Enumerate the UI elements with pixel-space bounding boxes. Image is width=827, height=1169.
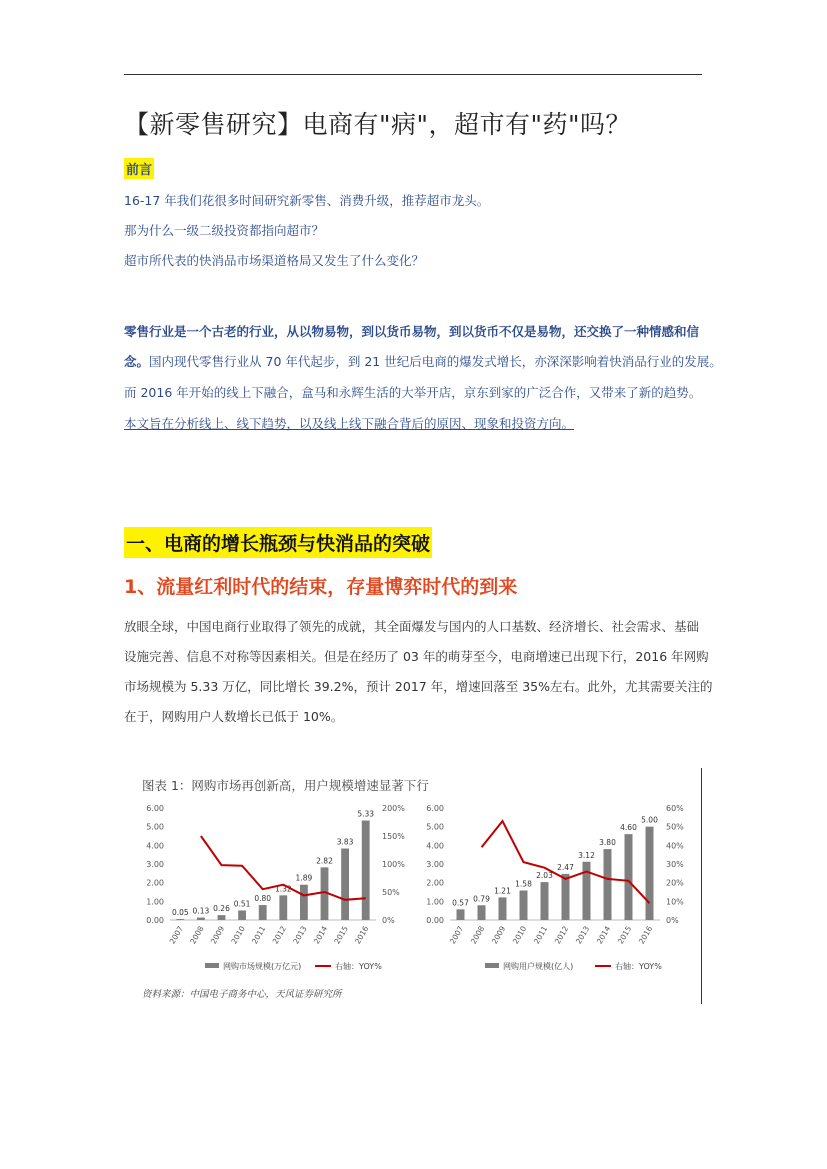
page-title: 【新零售研究】电商有"病"，超市有"药"吗？ — [124, 110, 631, 139]
y2-tick-label: 50% — [666, 822, 684, 832]
preface-line-2: 那为什么一级二级投资都指向超市？ — [124, 223, 325, 238]
bar — [520, 891, 528, 920]
x-tick-label: 2009 — [489, 924, 508, 946]
body-line-4: 在于，网购用户人数增长已低于 10%。 — [124, 709, 344, 724]
x-tick-label: 2009 — [208, 924, 227, 946]
y2-tick-label: 30% — [666, 860, 684, 869]
y-tick-label: 6.00 — [146, 804, 164, 813]
data-label: 3.83 — [336, 837, 354, 847]
preface-label: 前言 — [124, 158, 154, 179]
data-label: 2.03 — [536, 871, 553, 881]
y-tick-label: 2.00 — [146, 878, 164, 888]
body-line-1: 放眼全球，中国电商行业取得了领先的成就，其全面爆发与国内的人口基数、经济增长、社会需求、基础 — [124, 619, 700, 634]
chart-user-size — [414, 796, 700, 984]
x-tick-label: 2010 — [229, 924, 247, 946]
preface-line-3: 超市所代表的快消品市场渠道格局又发生了什么变化？ — [124, 253, 425, 268]
x-tick-label: 2013 — [291, 924, 309, 946]
x-tick-label: 2010 — [510, 924, 529, 946]
x-tick-label: 2007 — [447, 924, 466, 946]
bar — [197, 918, 205, 920]
y-tick-label: 0.00 — [426, 916, 444, 925]
x-tick-label: 2008 — [468, 924, 487, 946]
x-tick-label: 2014 — [311, 924, 330, 946]
bar — [499, 897, 507, 920]
y-tick-label: 4.00 — [146, 841, 164, 851]
y-tick-label: 1.00 — [146, 897, 164, 907]
x-tick-label: 2008 — [188, 924, 206, 946]
data-label: 1.21 — [494, 886, 511, 896]
data-label: 0.57 — [452, 898, 469, 908]
body-line-2: 设施完善、信息不对称等因素相关。但是在经历了 03 年的萌芽至今，电商增速已出现下行，2016 年网购 — [124, 649, 709, 664]
bar — [362, 821, 370, 920]
intro-line-2: 念。国内现代零售行业从 70 年代起步，到 21 世纪后电商的爆发式增长，亦深深影响着快消品行业的发展。 — [124, 354, 722, 369]
y2-tick-label: 50% — [382, 888, 400, 897]
y2-tick-label: 10% — [666, 897, 684, 907]
y-tick-label: 1.00 — [426, 897, 444, 907]
bar — [279, 895, 287, 920]
y2-tick-label: 150% — [382, 832, 405, 841]
bar — [541, 882, 549, 920]
y-tick-label: 5.00 — [426, 822, 444, 832]
bar — [457, 909, 465, 920]
data-label: 1.58 — [515, 879, 532, 889]
figure-1 — [124, 768, 704, 1004]
legend-swatch-bar — [205, 963, 219, 968]
bar — [646, 827, 654, 920]
data-label: 0.51 — [233, 899, 251, 909]
legend-label-line: 右轴：YOY% — [335, 962, 382, 971]
bar — [562, 874, 570, 920]
data-label: 3.12 — [578, 850, 595, 860]
data-label: 0.80 — [254, 894, 272, 904]
data-label: 0.79 — [473, 894, 490, 904]
figure-right-border — [701, 768, 702, 1004]
y2-tick-label: 0% — [666, 916, 679, 925]
y2-tick-label: 200% — [382, 804, 405, 813]
intro-line-1: 零售行业是一个古老的行业，从以物易物，到以货币易物，到以货币不仅是易物，还交换了一种情感和信 — [124, 324, 700, 339]
data-label: 1.32 — [274, 884, 292, 894]
y-tick-label: 6.00 — [426, 804, 444, 813]
x-tick-label: 2014 — [594, 924, 613, 946]
data-label: 0.26 — [213, 904, 230, 914]
bar — [300, 885, 308, 920]
intro-line-3: 而 2016 年开始的线上下融合，盒马和永辉生活的大举开店，京东到家的广泛合作，又带来了新的趋势。 — [124, 385, 702, 400]
y-tick-label: 4.00 — [426, 841, 444, 851]
y-tick-label: 0.00 — [146, 916, 164, 925]
data-label: 0.13 — [192, 906, 210, 916]
y2-tick-label: 100% — [382, 860, 405, 869]
bar — [341, 849, 349, 920]
x-tick-label: 2007 — [167, 924, 186, 946]
bar — [218, 915, 226, 920]
section-subheading: 1、流量红利时代的结束，存量博弈时代的到来 — [124, 576, 518, 598]
bar — [625, 834, 633, 920]
header-rule — [124, 74, 702, 75]
preface-line-1: 16-17 年我们花很多时间研究新零售、消费升级，推荐超市龙头。 — [124, 193, 490, 208]
y2-tick-label: 0% — [382, 916, 395, 925]
x-tick-label: 2012 — [270, 924, 289, 946]
bar — [259, 905, 267, 920]
section-heading: 一、电商的增长瓶颈与快消品的突破 — [124, 527, 432, 558]
y-tick-label: 5.00 — [146, 822, 164, 832]
legend-label-line: 右轴：YOY% — [615, 962, 662, 971]
legend-label-bar: 网购用户规模(亿人) — [503, 962, 574, 971]
y2-tick-label: 60% — [666, 804, 684, 813]
bar — [176, 919, 184, 920]
chart-market-size — [124, 796, 424, 984]
bar — [604, 849, 612, 920]
x-tick-label: 2011 — [531, 924, 550, 946]
data-label: 5.33 — [357, 809, 375, 819]
data-label: 2.47 — [557, 862, 574, 872]
data-label: 1.89 — [295, 873, 313, 883]
body-line-3: 市场规模为 5.33 万亿，同比增长 39.2%，预计 2017 年，增速回落至 35%左右。此外，尤其需要关注的 — [124, 679, 713, 694]
intro-line-4: 本文旨在分析线上、线下趋势，以及线上线下融合背后的原因、现象和投资方向。 — [124, 416, 575, 431]
figure-title: 图表 1：网购市场再创新高，用户规模增速显著下行 — [142, 778, 429, 793]
y-tick-label: 2.00 — [426, 878, 444, 888]
figure-source: 资料来源：中国电子商务中心，天风证券研究所 — [142, 989, 342, 1000]
data-label: 2.82 — [316, 856, 333, 866]
x-tick-label: 2015 — [615, 924, 634, 946]
x-tick-label: 2015 — [332, 924, 350, 946]
legend-label-bar: 网购市场规模(万亿元) — [223, 962, 302, 971]
bar — [478, 905, 486, 920]
y2-tick-label: 40% — [666, 841, 684, 851]
x-tick-label: 2016 — [636, 924, 655, 946]
y-tick-label: 3.00 — [146, 860, 164, 869]
data-label: 5.00 — [641, 815, 658, 825]
data-label: 0.05 — [171, 908, 189, 918]
data-label: 4.60 — [620, 823, 637, 833]
y2-tick-label: 20% — [666, 878, 684, 888]
x-tick-label: 2011 — [250, 924, 268, 946]
x-tick-label: 2016 — [353, 924, 371, 946]
data-label: 3.80 — [599, 838, 616, 848]
x-tick-label: 2012 — [552, 924, 571, 946]
legend-swatch-bar — [485, 963, 499, 968]
bar — [238, 910, 246, 920]
y-tick-label: 3.00 — [426, 860, 444, 869]
x-tick-label: 2013 — [573, 924, 592, 946]
